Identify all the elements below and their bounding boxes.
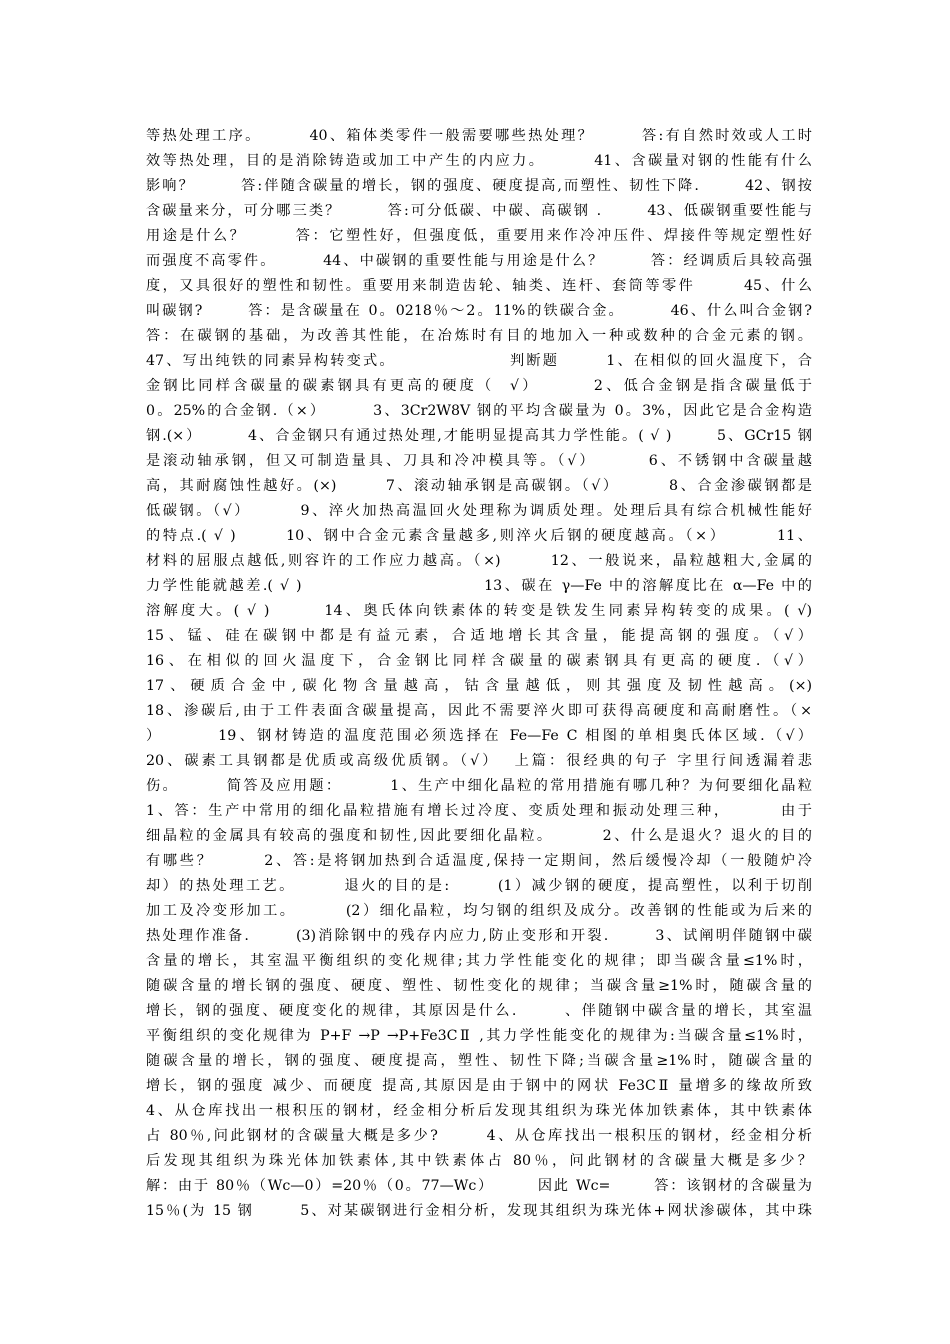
text-line: 随碳含量的增长钢的强度、硬度、塑性、韧性变化的规律；当碳含量≥1%时，随碳含量的 (146, 978, 812, 994)
text-line: 细晶粒的金属具有较高的强度和韧性,因此要细化晶粒。 2、什么是退火？退火的目的 (146, 828, 812, 844)
text-line: 是滚动轴承钢，但又可制造量具、刀具和冷冲模具等。（√） 6、不锈钢中含碳量越 (146, 453, 812, 469)
text-line: 度，又具很好的塑性和韧性。重要用来制造齿轮、轴类、连杆、套筒等零件 45、什么 (146, 278, 812, 294)
text-line: 平衡组织的变化规律为 P+F →P →P+Fe3CⅡ ,其力学性能变化的规律为:当碳含量≤1%时， (146, 1028, 812, 1044)
text-line: 20、碳素工具钢都是优质或高级优质钢。（√） 上篇：很经典的句子 字里行间透漏着悲 (146, 753, 812, 769)
text-line: 钢.(×） 4、合金钢只有通过热处理,才能明显提高其力学性能。( √ ) 5、GCr15 钢 (146, 428, 812, 444)
text-line: 有哪些？ 2、答:是将钢加热到合适温度,保持一定期间，然后缓慢冷却（一般随炉冷 (146, 853, 812, 869)
text-line: 而强度不高零件。 44、中碳钢的重要性能与用途是什么？ 答：经调质后具较高强 (146, 253, 812, 269)
text-line: 0。25%的合金钢.（×） 3、3Cr2W8V 钢的平均含碳量为 0。3%，因此它是合金构造 (146, 403, 812, 419)
text-line: 热处理作准备. (3)消除钢中的残存内应力,防止变形和开裂. 3、试阐明伴随钢中碳 (146, 928, 812, 944)
text-line: 15％(为 15 钢 5、对某碳钢进行金相分析，发现其组织为珠光体+网状渗碳体，其中珠 (146, 1203, 812, 1219)
text-line: ） 19、钢材铸造的温度范围必须选择在 Fe—Fe C 相图的单相奥氏体区域.（√） (146, 728, 812, 744)
text-line: 金钢比同样含碳量的碳素钢具有更高的硬度（ √） 2、低合金钢是指含碳量低于 (146, 378, 812, 394)
text-line: 增长，钢的强度 减少、而硬度 提高,其原因是由于钢中的网状 Fe3CⅡ 量增多的缘故所致 (146, 1078, 812, 1094)
text-line: 后发现其组织为珠光体加铁素体,其中铁素体占 80％，问此钢材的含碳量大概是多少？ (146, 1153, 812, 1169)
text-line: 15、锰、硅在碳钢中都是有益元素，合适地增长其含量，能提高钢的强度。（√） (146, 628, 812, 644)
text-line: 低碳钢。（√） 9、淬火加热高温回火处理称为调质处理。处理后具有综合机械性能好 (146, 503, 812, 519)
text-line: 高，其耐腐蚀性越好。(×) 7、滚动轴承钢是高碳钢。（√） 8、合金渗碳钢都是 (146, 478, 812, 494)
text-line: 4、从仓库找出一根积压的钢材，经金相分析后发现其组织为珠光体加铁素体，其中铁素体 (146, 1103, 812, 1119)
text-line: 16、在相似的回火温度下，合金钢比同样含碳量的碳素钢具有更高的硬度.（√） (146, 653, 812, 669)
text-line: 却）的热处理工艺。 退火的目的是: (1）减少钢的硬度，提高塑性，以利于切削 (146, 878, 812, 894)
text-line: 加工及冷变形加工。 (2）细化晶粒，均匀钢的组织及成分。改善钢的性能或为后来的 (146, 903, 812, 919)
text-line: 的特点.( √ ) 10、钢中合金元素含量越多,则淬火后钢的硬度越高。（×） 11、 (146, 528, 812, 544)
text-line: 力学性能就越差.( √ ) 13、碳在 γ—Fe 中的溶解度比在 α—Fe 中的 (146, 578, 812, 594)
text-line: 影响？ 答:伴随含碳量的增长，钢的强度、硬度提高,而塑性、韧性下降. 42、钢按 (146, 178, 812, 194)
text-line: 17、硬质合金中,碳化物含量越高，钴含量越低，则其强度及韧性越高。(×) (146, 678, 812, 694)
text-line: 等热处理工序。 40、箱体类零件一般需要哪些热处理？ 答:有自然时效或人工时 (146, 128, 812, 144)
text-line: 增长，钢的强度、硬度变化的规律，其原因是什么. 、伴随钢中碳含量的增长，其室温 (146, 1003, 812, 1019)
text-line: 答：在碳钢的基础，为改善其性能，在冶炼时有目的地加入一种或数种的合金元素的钢。 (146, 328, 812, 344)
text-line: 用途是什么？ 答：它塑性好，但强度低，重要用来作冷冲压件、焊接件等规定塑性好 (146, 228, 812, 244)
text-line: 含量的增长，其室温平衡组织的变化规律;其力学性能变化的规律；即当碳含量≤1%时， (146, 953, 812, 969)
text-line: 47、写出纯铁的同素异构转变式。 判断题 1、在相似的回火温度下，合 (146, 353, 812, 369)
text-line: 解：由于 80％（Wc—0）=20％（0。77—Wc） 因此 Wc= 答：该钢材的含碳量为 (146, 1178, 812, 1194)
text-line: 材料的屈服点越低,则容许的工作应力越高。（×) 12、一般说来，晶粒越粗大,金属的 (146, 553, 812, 569)
text-line: 18、渗碳后,由于工件表面含碳量提高，因此不需要淬火即可获得高硬度和高耐磨性。（× (146, 703, 812, 719)
text-line: 随碳含量的增长，钢的强度、硬度提高，塑性、韧性下降;当碳含量≥1%时，随碳含量的 (146, 1053, 812, 1069)
text-line: 叫碳钢? 答：是含碳量在 0。0218％～2。11%的铁碳合金。 46、什么叫合金钢? (146, 303, 812, 319)
text-line: 溶解度大。( √ ) 14、奥氏体向铁素体的转变是铁发生同素异构转变的成果。( √) (146, 603, 812, 619)
text-line: 占 80％,问此钢材的含碳量大概是多少? 4、从仓库找出一根积压的钢材，经金相分析 (146, 1128, 812, 1144)
text-line: 效等热处理，目的是消除铸造或加工中产生的内应力。 41、含碳量对钢的性能有什么 (146, 153, 812, 169)
body-text (146, 124, 812, 1224)
text-line: 1、答：生产中常用的细化晶粒措施有增长过冷度、变质处理和振动处理三种， 由于 (146, 803, 812, 819)
text-line: 含碳量来分，可分哪三类？ 答:可分低碳、中碳、高碳钢 . 43、低碳钢重要性能与 (146, 203, 812, 219)
text-line: 伤。 简答及应用题： 1、生产中细化晶粒的常用措施有哪几种？为何要细化晶粒 (146, 778, 812, 794)
